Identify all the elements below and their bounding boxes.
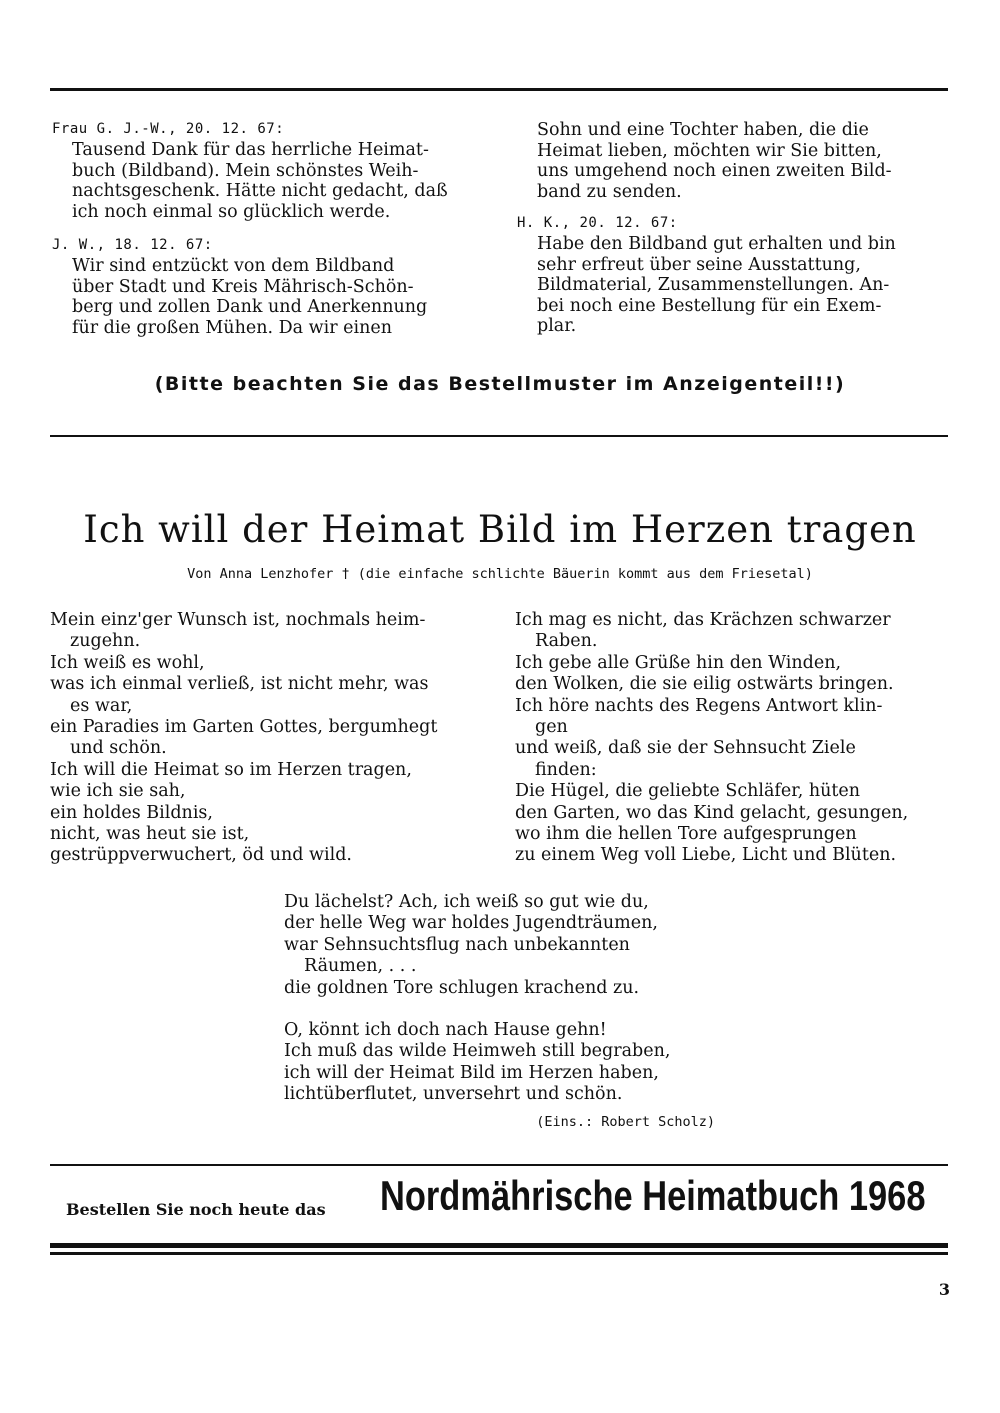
top-rule: [50, 88, 948, 91]
letter-line: plar.: [537, 316, 577, 336]
poem-line: Räumen, . . .: [304, 956, 417, 977]
letter-continuation: [517, 120, 957, 202]
letter-line: band zu senden.: [537, 181, 682, 202]
book-title-ad: Nordmährische Heimatbuch 1968: [380, 1172, 926, 1219]
poem-line: war Sehnsuchtsflug nach unbekannten: [284, 934, 630, 955]
order-notice: (Bitte beachten Sie das Bestellmuster im Anzeigenteil!!): [154, 373, 846, 395]
poem-right-column: [515, 610, 955, 867]
poem-stanza: [284, 1020, 724, 1106]
poem-line: wie ich sie sah,: [50, 781, 186, 802]
letter-line: nachtsgeschenk. Hätte nicht gedacht, daß: [72, 181, 448, 201]
letter-line: Sohn und eine Tochter haben, die die: [537, 120, 869, 140]
letter-header: Frau G. J.-W., 20. 12. 67:: [52, 121, 285, 137]
poem-line: der helle Weg war holdes Jugendträumen,: [284, 913, 658, 934]
letter-line: ich noch einmal so glücklich werde.: [72, 201, 391, 222]
poem-credit: (Eins.: Robert Scholz): [536, 1114, 715, 1130]
poem-line: wo ihm die hellen Tore aufgesprungen: [515, 824, 857, 845]
poem-line: gen: [535, 717, 568, 738]
section-rule: [50, 435, 948, 437]
poem-line: Mein einz'ger Wunsch ist, nochmals heim-: [50, 610, 426, 630]
letter-header: J. W., 18. 12. 67:: [52, 237, 213, 253]
poem-line: Ich gebe alle Grüße hin den Winden,: [515, 652, 842, 673]
order-prompt: Bestellen Sie noch heute das: [66, 1200, 326, 1219]
poem-line: was ich einmal verließ, ist nicht mehr, was: [50, 674, 429, 695]
letter-line: Tausend Dank für das herrliche Heimat-: [72, 140, 429, 160]
poem-line: es war,: [70, 695, 133, 716]
letter-frau-gjw: [52, 120, 492, 222]
poem-line: Die Hügel, die geliebte Schläfer, hüten: [515, 781, 861, 802]
poem-line: Ich muß das wilde Heimweh still begraben,: [284, 1041, 671, 1062]
letter-line: buch (Bildband). Mein schönstes Weih-: [72, 160, 419, 181]
letter-line: über Stadt und Kreis Mährisch-Schön-: [72, 276, 414, 297]
letter-line: für die großen Mühen. Da wir einen: [72, 317, 392, 338]
poem-line: Raben.: [535, 631, 598, 652]
poem-line: die goldnen Tore schlugen krachend zu.: [284, 977, 640, 998]
letters-left-column: [52, 120, 492, 352]
letter-jw: [52, 236, 492, 338]
poem-line: ein holdes Bildnis,: [50, 802, 213, 823]
poem-line: den Garten, wo das Kind gelacht, gesungen,: [515, 802, 909, 823]
poem-title: Ich will der Heimat Bild im Herzen tragen: [83, 508, 917, 551]
poem-closing-stanzas: [284, 892, 724, 1127]
poem-byline: Von Anna Lenzhofer † (die einfache schlichte Bäuerin kommt aus dem Friesetal): [187, 566, 813, 582]
poem-left-column: [50, 610, 495, 867]
poem-line: gestrüppverwuchert, öd und wild.: [50, 845, 352, 866]
footer-rule: [50, 1164, 948, 1166]
letter-line: Bildmaterial, Zusammenstellungen. An-: [537, 275, 890, 295]
poem-line: O, könnt ich doch nach Hause gehn!: [284, 1020, 607, 1041]
letter-line: Heimat lieben, möchten wir Sie bitten,: [537, 140, 882, 161]
letter-line: Wir sind entzückt von dem Bildband: [72, 256, 395, 276]
letter-hk: [517, 214, 957, 337]
letters-right-column: [517, 120, 957, 351]
letter-line: berg und zollen Dank und Anerkennung: [72, 297, 428, 317]
poem-line: Ich will die Heimat so im Herzen tragen,: [50, 759, 412, 780]
letter-body: [52, 256, 492, 338]
poem-line: und schön.: [70, 738, 167, 759]
letter-line: sehr erfreut über seine Ausstattung,: [537, 254, 861, 275]
poem-line: und weiß, daß sie der Sehnsucht Ziele: [515, 738, 856, 759]
poem-line: ich will der Heimat Bild im Herzen haben,: [284, 1062, 659, 1083]
letter-body: [517, 234, 957, 337]
letter-header: H. K., 20. 12. 67:: [517, 215, 678, 231]
poem-line: den Wolken, die sie eilig ostwärts bringen.: [515, 674, 894, 695]
poem-line: lichtüberflutet, unversehrt und schön.: [284, 1084, 623, 1105]
poem-line: finden:: [535, 759, 597, 780]
letter-line: uns umgehend noch einen zweiten Bild-: [537, 161, 892, 181]
page-number: 3: [938, 1280, 950, 1299]
poem-line: ein Paradies im Garten Gottes, bergumhegt: [50, 717, 438, 738]
poem-line: Ich mag es nicht, das Krächzen schwarzer: [515, 610, 891, 630]
footer-double-rule-thin: [50, 1252, 948, 1255]
poem-line: zu einem Weg voll Liebe, Licht und Blüten.: [515, 845, 897, 866]
poem-line: nicht, was heut sie ist,: [50, 824, 250, 845]
footer-double-rule-thick: [50, 1243, 948, 1248]
poem-line: Ich höre nachts des Regens Antwort klin-: [515, 695, 883, 716]
poem-line: Du lächelst? Ach, ich weiß so gut wie du,: [284, 892, 649, 912]
poem-stanza: [284, 892, 724, 999]
poem-line: zugehn.: [70, 631, 141, 652]
letter-line: Habe den Bildband gut erhalten und bin: [537, 234, 896, 254]
poem-line: Ich weiß es wohl,: [50, 652, 205, 673]
letter-line: bei noch eine Bestellung für ein Exem-: [537, 295, 882, 316]
letter-body: [52, 140, 492, 222]
